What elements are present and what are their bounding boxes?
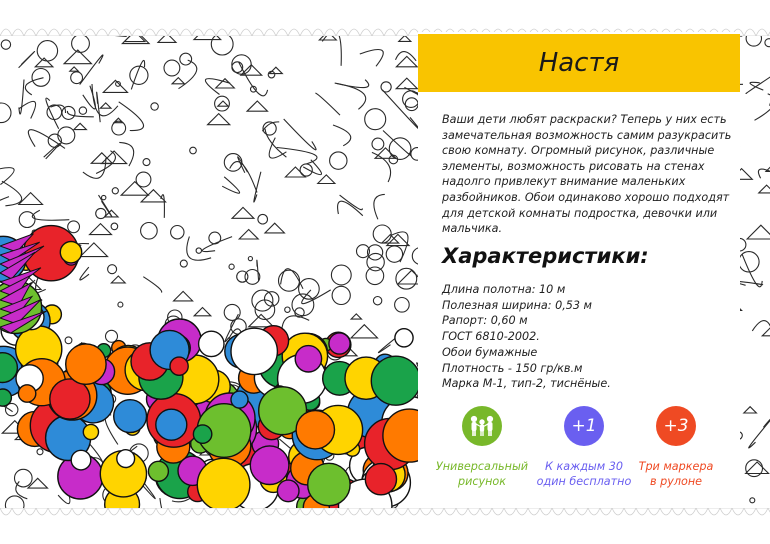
scalloped-bottom-edge bbox=[0, 508, 770, 522]
spec-item: Марка М-1, тип-2, тиснёные. bbox=[442, 377, 611, 391]
spec-item: Обои бумажные bbox=[442, 345, 538, 359]
specifications-heading: Характеристики: bbox=[442, 244, 649, 268]
family-icon bbox=[462, 406, 502, 446]
product-description: Ваши дети любят раскраски? Теперь у них есть замечательная возможность самим разукрасить свою комнату. Огромный рисунок, различные элементы, возможность рисовать на стенах надолго привлекут внимание маленьких разбойников. Обои одинаково хорошо подходят для детской комнаты подростка, девочки или мальчика. bbox=[442, 113, 732, 236]
feature-label: К каждым 30 один бесплатно bbox=[536, 460, 632, 488]
spec-item: ГОСТ 6810-2002. bbox=[442, 330, 540, 344]
feature-label: Три маркера в рулоне bbox=[638, 460, 714, 488]
product-title: Настя bbox=[538, 48, 620, 78]
plus-one-badge: +1 bbox=[564, 406, 604, 446]
spec-item: Длина полотна: 10 м bbox=[442, 283, 566, 296]
plus-three-badge: +3 bbox=[656, 406, 696, 446]
spec-item: Полезная ширина: 0,53 м bbox=[442, 298, 592, 312]
title-bar bbox=[418, 34, 740, 92]
feature-three-markers bbox=[626, 406, 726, 489]
feature-bonus-one bbox=[534, 406, 634, 489]
feature-label: Универсальный рисунок bbox=[435, 460, 529, 488]
spec-item: Плотность - 150 гр/кв.м bbox=[442, 361, 583, 375]
product-card bbox=[418, 32, 740, 508]
specifications-list bbox=[442, 282, 611, 392]
feature-universal bbox=[432, 406, 532, 489]
spec-item: Рапорт: 0,60 м bbox=[442, 314, 528, 328]
